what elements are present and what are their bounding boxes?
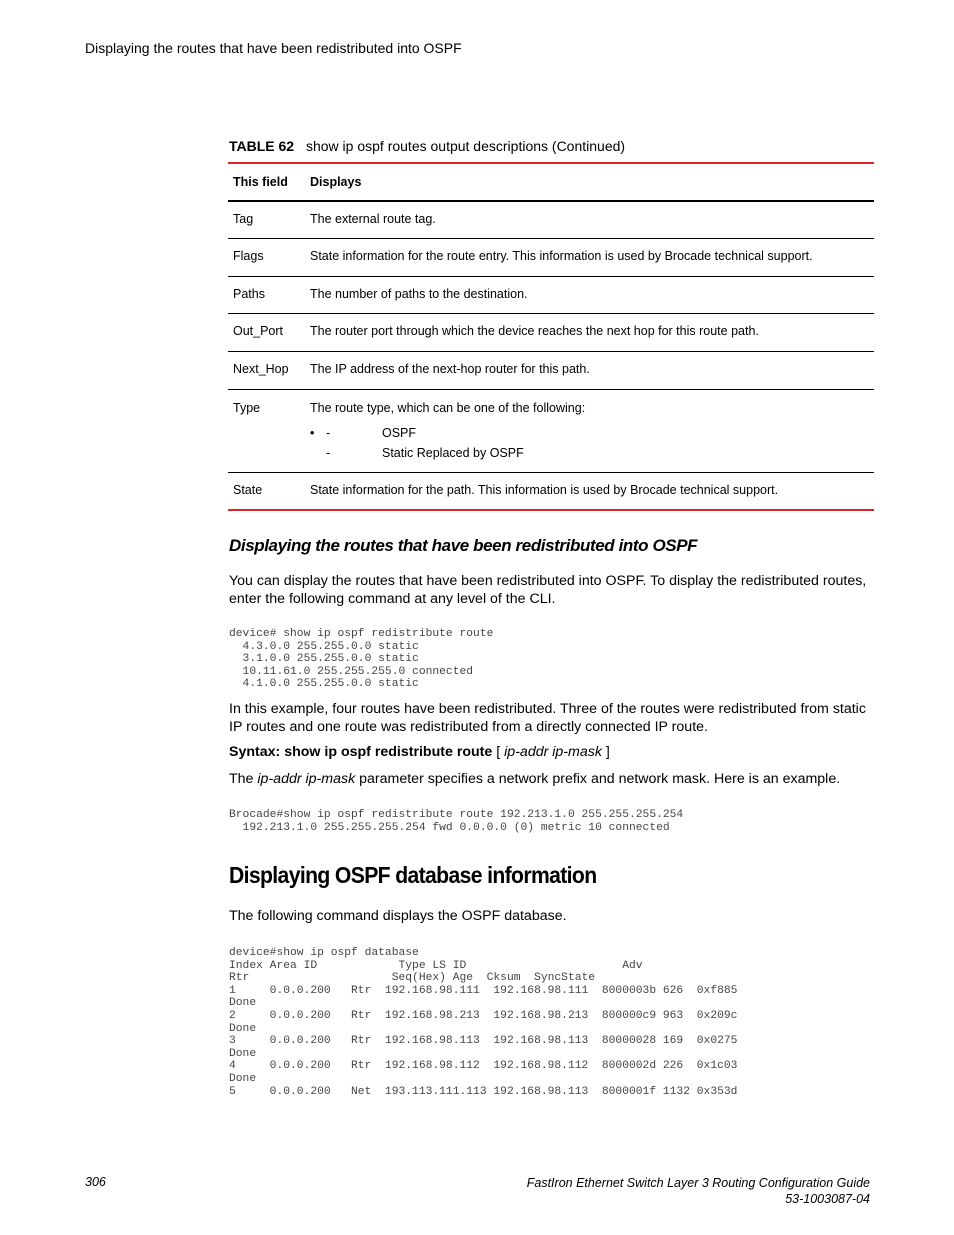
running-header: Displaying the routes that have been redistributed into OSPF [85, 40, 462, 56]
field-description: The route type, which can be one of the following: [310, 401, 586, 415]
code-block: device#show ip ospf database Index Area ID Type LS ID Adv Rtr Seq(Hex) Age Cksum SyncState 1 0.0.0.200 Rtr 192.168.98.111 192.168.98.111 8000003b 626 0xf885 Done 2 0.0.0.200 Rtr 192.168.98.213 192.168.98.213 800000c9 963 0x209c Done 3 0.0.0.200 Rtr 192.168.98.113 192.168.98.113 80000028 169 0x0275 Done 4 0.0.0.200 Rtr 192.168.98.112 192.168.98.112 8000002d 226 0x1c03 Done 5 0.0.0.200 Net 193.113.111.113 192.168.98.113 8000001f 1132 0x353d [229, 947, 738, 1098]
section-heading: Displaying the routes that have been redistributed into OSPF [229, 536, 698, 555]
column-header-field: This field [233, 175, 288, 189]
field-name: Flags [233, 249, 264, 263]
section-intro: You can display the routes that have been redistributed into OSPF. To display the redistributed routes, enter the following command at any level of the CLI. [229, 573, 867, 607]
field-name: State [233, 483, 263, 497]
table-caption [229, 138, 625, 154]
param-text-post: parameter specifies a network prefix and network mask. Here is an example. [359, 771, 841, 787]
param-name: ip-addr ip-mask [257, 771, 356, 787]
code-block: device# show ip ospf redistribute route 4.3.0.0 255.255.0.0 static 3.1.0.0 255.255.0.0 static 10.11.61.0 255.255.255.0 connected 4.1.0.0 255.255.0.0 static [229, 628, 494, 691]
syntax-param: ip-addr ip-mask [504, 744, 602, 760]
table-bottom-rule [228, 509, 874, 511]
syntax-line [229, 743, 874, 761]
field-name: Paths [233, 287, 265, 301]
doc-number: 53-1003087-04 [785, 1192, 870, 1206]
syntax-command: Syntax: show ip ospf redistribute route [229, 744, 493, 760]
list-dash: - [326, 426, 331, 440]
field-description: The number of paths to the destination. [310, 287, 528, 301]
field-description-table [228, 162, 874, 511]
parameter-paragraph [229, 770, 874, 788]
param-text-pre: The [229, 771, 254, 787]
field-name: Out_Port [233, 324, 284, 338]
database-intro: The following command displays the OSPF database. [229, 908, 567, 924]
page-heading: Displaying OSPF database information [229, 862, 597, 888]
column-header-displays: Displays [310, 175, 362, 189]
table-header-row [228, 164, 874, 202]
list-item: OSPF [382, 426, 417, 440]
example-paragraph: In this example, four routes have been redistributed. Three of the routes were redistributed from static IP routes and one route was redistributed from a directly connected IP route. [229, 701, 866, 735]
table-row [228, 277, 874, 314]
syntax-bracket-close: ] [605, 744, 610, 760]
table-row [228, 390, 874, 473]
footer-guide-info [527, 1175, 870, 1207]
table-caption-text: show ip ospf routes output descriptions (Continued) [305, 138, 626, 154]
field-name: Tag [233, 212, 254, 226]
list-item: Static Replaced by OSPF [382, 446, 524, 460]
syntax-bracket-open: [ [496, 744, 501, 760]
list-dash: - [326, 446, 331, 460]
field-description: The IP address of the next-hop router for this path. [310, 362, 590, 376]
table-label: TABLE 62 [229, 138, 295, 154]
table-row [228, 202, 874, 239]
field-name: Type [233, 401, 261, 415]
field-description: State information for the route entry. This information is used by Brocade technical support. [310, 249, 813, 263]
page-number: 306 [85, 1175, 106, 1189]
field-description: State information for the path. This information is used by Brocade technical support. [310, 483, 779, 497]
code-block: Brocade#show ip ospf redistribute route 192.213.1.0 255.255.255.254 192.213.1.0 255.255.255.254 fwd 0.0.0.0 (0) metric 10 connected [229, 809, 684, 834]
guide-title: FastIron Ethernet Switch Layer 3 Routing Configuration Guide [526, 1176, 870, 1190]
list-bullet: • [310, 426, 315, 440]
field-name: Next_Hop [233, 362, 289, 376]
table-row [228, 239, 874, 277]
table-row [228, 473, 874, 509]
table-row [228, 352, 874, 390]
field-description: The router port through which the device reaches the next hop for this route path. [310, 324, 759, 338]
field-description: The external route tag. [310, 212, 436, 226]
table-row [228, 314, 874, 352]
